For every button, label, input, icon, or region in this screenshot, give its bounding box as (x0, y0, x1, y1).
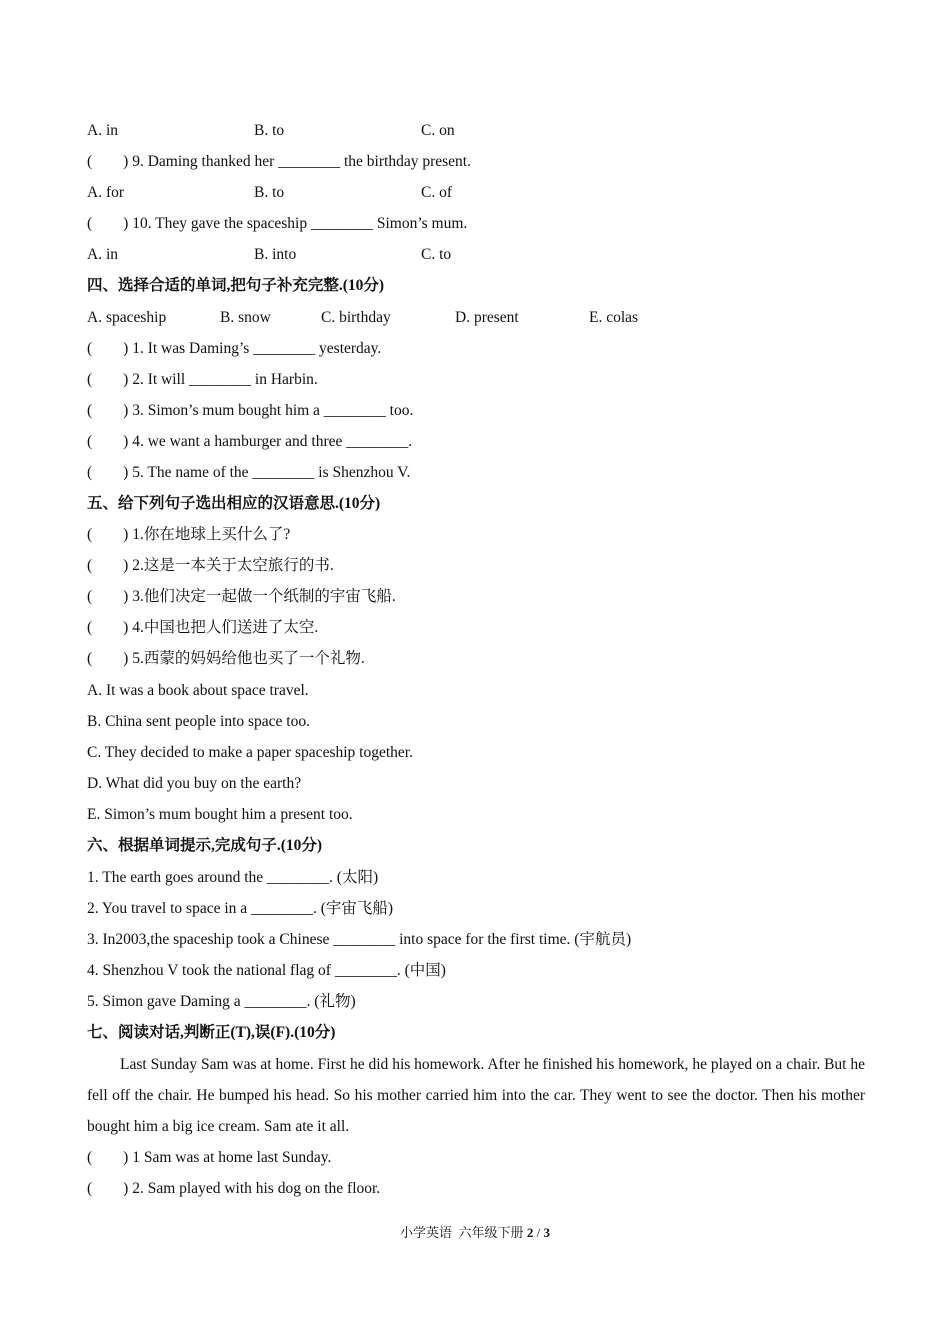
q8-option-b: B. to (254, 122, 285, 139)
q8-option-c: C. on (421, 122, 455, 139)
q8-option-a: A. in (87, 122, 118, 139)
section6-item-1: 1. The earth goes around the ________. (太阳) (87, 869, 379, 886)
word-bank-d: D. present (455, 309, 519, 326)
section4-question-5: ( ) 5. The name of the ________ is Shenzhou V. (87, 464, 411, 481)
section6-item-3: 3. In2003,the spaceship took a Chinese ________ into space for the first time. (宇航员) (87, 931, 632, 948)
word-bank-a: A. spaceship (87, 309, 167, 326)
section6-heading: 六、根据单词提示,完成句子.(10分) (87, 837, 323, 854)
q10-option-b: B. into (254, 246, 297, 263)
q9-option-b: B. to (254, 184, 285, 201)
q10-option-c: C. to (421, 246, 452, 263)
section5-question-1: ( ) 1.你在地球上买什么了? (87, 526, 291, 543)
question-9: ( ) 9. Daming thanked her ________ the birthday present. (87, 153, 471, 170)
section7-question-2: ( ) 2. Sam played with his dog on the floor. (87, 1180, 381, 1197)
section7-heading: 七、阅读对话,判断正(T),误(F).(10分) (87, 1024, 336, 1041)
section4-question-2: ( ) 2. It will ________ in Harbin. (87, 371, 318, 388)
reading-passage: Last Sunday Sam was at home. First he did his homework. After he finished his homework, he played on a chair. But he fell off the chair. He bumped his head. So his mother carried him into the car. They went to see the doctor. Then his mother bought him a big ice cream. Sam ate it all. (87, 1056, 865, 1135)
section5-question-3: ( ) 3.他们决定一起做一个纸制的宇宙飞船. (87, 588, 396, 605)
question-10: ( ) 10. They gave the spaceship ________ Simon’s mum. (87, 215, 468, 232)
section7-question-1: ( ) 1 Sam was at home last Sunday. (87, 1149, 332, 1166)
section5-option-b: B. China sent people into space too. (87, 713, 310, 730)
section5-question-4: ( ) 4.中国也把人们送进了太空. (87, 619, 319, 636)
section5-question-2: ( ) 2.这是一本关于太空旅行的书. (87, 557, 334, 574)
section5-option-e: E. Simon’s mum bought him a present too. (87, 806, 353, 823)
footer-separator: / (536, 1225, 541, 1240)
section4-heading: 四、选择合适的单词,把句子补充完整.(10分) (87, 277, 385, 294)
word-bank-b: B. snow (220, 309, 271, 326)
section5-heading: 五、给下列句子选出相应的汉语意思.(10分) (87, 495, 381, 512)
section5-option-c: C. They decided to make a paper spaceship together. (87, 744, 413, 761)
q10-option-a: A. in (87, 246, 118, 263)
footer-page-current: 2 (526, 1225, 534, 1240)
section4-question-4: ( ) 4. we want a hamburger and three ________. (87, 433, 413, 450)
section5-option-d: D. What did you buy on the earth? (87, 775, 302, 792)
section4-question-1: ( ) 1. It was Daming’s ________ yesterday. (87, 340, 382, 357)
word-bank-c: C. birthday (321, 309, 391, 326)
section6-item-5: 5. Simon gave Daming a ________. (礼物) (87, 993, 356, 1010)
section5-option-a: A. It was a book about space travel. (87, 682, 309, 699)
page-footer (0, 1224, 950, 1242)
q9-option-a: A. for (87, 184, 125, 201)
footer-page-total: 3 (543, 1225, 550, 1240)
section6-item-4: 4. Shenzhou V took the national flag of ________. (中国) (87, 962, 446, 979)
footer-label: 小学英语 六年级下册 (400, 1225, 524, 1240)
word-bank-e: E. colas (589, 309, 639, 326)
section5-question-5: ( ) 5.西蒙的妈妈给他也买了一个礼物. (87, 650, 365, 667)
section4-question-3: ( ) 3. Simon’s mum bought him a ________ too. (87, 402, 414, 419)
q9-option-c: C. of (421, 184, 452, 201)
section6-item-2: 2. You travel to space in a ________. (宇宙飞船) (87, 900, 394, 917)
